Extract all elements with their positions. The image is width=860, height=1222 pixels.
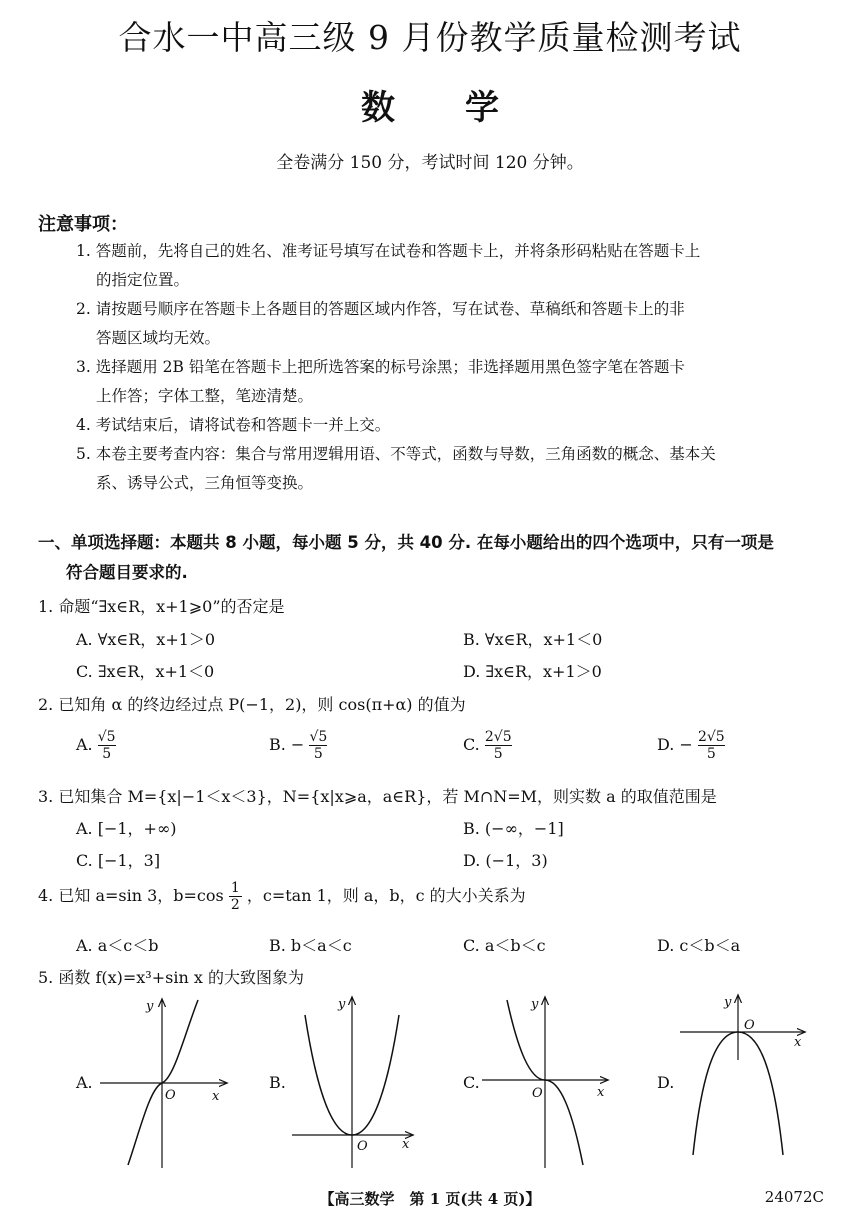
question-3-option-d: D. (−1，3)	[463, 851, 548, 870]
denominator: 5	[698, 745, 725, 762]
numerator: 2√5	[484, 729, 512, 745]
option-label: D. −	[657, 735, 693, 754]
question-1-option-c: C. ∃x∈R，x+1＜0	[76, 662, 215, 681]
notice-line: 的指定位置。	[96, 271, 190, 289]
origin-label: O	[532, 1086, 543, 1101]
exam-duration-info: 全卷满分 150 分，考试时间 120 分钟。	[276, 153, 584, 173]
question-2-stem: 2. 已知角 α 的终边经过点 P(−1，2)，则 cos(π+α) 的值为	[38, 695, 466, 714]
notice-line: 答题区域均无效。	[96, 329, 221, 347]
denominator: 5	[485, 745, 512, 762]
denominator: 5	[309, 745, 327, 762]
y-label: y	[146, 999, 154, 1014]
numerator: √5	[309, 729, 328, 745]
origin-label: O	[165, 1088, 176, 1103]
notice-line: 系、诱导公式，三角恒等变换。	[96, 474, 314, 492]
numerator: √5	[97, 729, 116, 745]
question-1-option-d: D. ∃x∈R，x+1＞0	[463, 662, 602, 681]
question-5-option-c: C.	[463, 1073, 480, 1092]
notice-line: 2. 请按题号顺序在答题卡上各题目的答题区域内作答，写在试卷、草稿纸和答题卡上的非	[76, 300, 685, 318]
question-4-option-c: C. a＜b＜c	[463, 936, 546, 955]
numerator: 2√5	[697, 729, 725, 745]
page-footer: 【高三数学 第 1 页(共 4 页)】	[319, 1190, 541, 1208]
question-1-option-a: A. ∀x∈R，x+1＞0	[76, 630, 216, 649]
notice-line: 上作答；字体工整，笔迹清楚。	[96, 387, 314, 405]
origin-label: O	[357, 1139, 368, 1154]
paper-code: 24072C	[764, 1188, 824, 1206]
graph-c	[482, 998, 607, 1168]
graph-d	[680, 996, 804, 1155]
option-label: A.	[76, 735, 93, 754]
question-5-stem: 5. 函数 f(x)=x³+sin x 的大致图象为	[38, 968, 304, 987]
option-label: C.	[463, 735, 480, 754]
question-5-option-a: A.	[76, 1073, 93, 1092]
y-label: y	[338, 997, 346, 1012]
notice-line: 5. 本卷主要考查内容：集合与常用逻辑用语、不等式，函数与导数，三角函数的概念、基本关	[76, 445, 716, 463]
stem-text: ，c=tan 1，则 a，b，c 的大小关系为	[246, 886, 526, 905]
denominator: 2	[230, 897, 240, 913]
x-label: x	[212, 1089, 220, 1104]
question-5-option-b: B.	[269, 1073, 286, 1092]
origin-label: O	[744, 1018, 755, 1033]
section-heading-line: 一、单项选择题：本题共 8 小题，每小题 5 分，共 40 分. 在每小题给出的四个选项中，只有一项是	[38, 533, 774, 552]
question-3-option-c: C. [−1，3]	[76, 851, 161, 870]
x-label: x	[794, 1035, 802, 1050]
y-label: y	[724, 995, 732, 1010]
question-3-option-a: A. [−1，+∞)	[76, 819, 177, 838]
notice-line: 4. 考试结束后，请将试卷和答题卡一并上交。	[76, 416, 391, 434]
notice-line: 1. 答题前，先将自己的姓名、准考证号填写在试卷和答题卡上，并将条形码粘贴在答题卡上	[76, 242, 701, 260]
exam-title: 合水一中高三级 9 月份教学质量检测考试	[118, 18, 742, 57]
question-3-stem: 3. 已知集合 M={x|−1＜x＜3}，N={x|x⩾a，a∈R}，若 M∩N=M，则实数 a 的取值范围是	[38, 787, 717, 806]
question-5-option-d: D.	[657, 1073, 675, 1092]
question-4-option-b: B. b＜a＜c	[269, 936, 352, 955]
numerator: 1	[230, 880, 240, 896]
question-4-option-a: A. a＜c＜b	[76, 936, 159, 955]
graph-b	[292, 998, 412, 1168]
question-4-option-d: D. c＜b＜a	[657, 936, 741, 955]
option-label: B. −	[269, 735, 305, 754]
notice-line: 3. 选择题用 2B 铅笔在答题卡上把所选答案的标号涂黑；非选择题用黑色签字笔在答题卡	[76, 358, 685, 376]
subject-heading: 数学	[361, 88, 569, 128]
x-label: x	[402, 1137, 410, 1152]
stem-text: 4. 已知 a=sin 3，b=cos	[38, 886, 224, 905]
question-1-option-b: B. ∀x∈R，x+1＜0	[463, 630, 603, 649]
graph-a	[100, 1000, 226, 1168]
question-1-stem: 1. 命题“∃x∈R，x+1⩾0”的否定是	[38, 597, 285, 616]
notice-heading: 注意事项：	[38, 214, 128, 235]
y-label: y	[531, 997, 539, 1012]
x-label: x	[597, 1085, 605, 1100]
denominator: 5	[98, 745, 116, 762]
question-3-option-b: B. (−∞，−1]	[463, 819, 564, 838]
section-heading-line: 符合题目要求的.	[66, 563, 188, 582]
